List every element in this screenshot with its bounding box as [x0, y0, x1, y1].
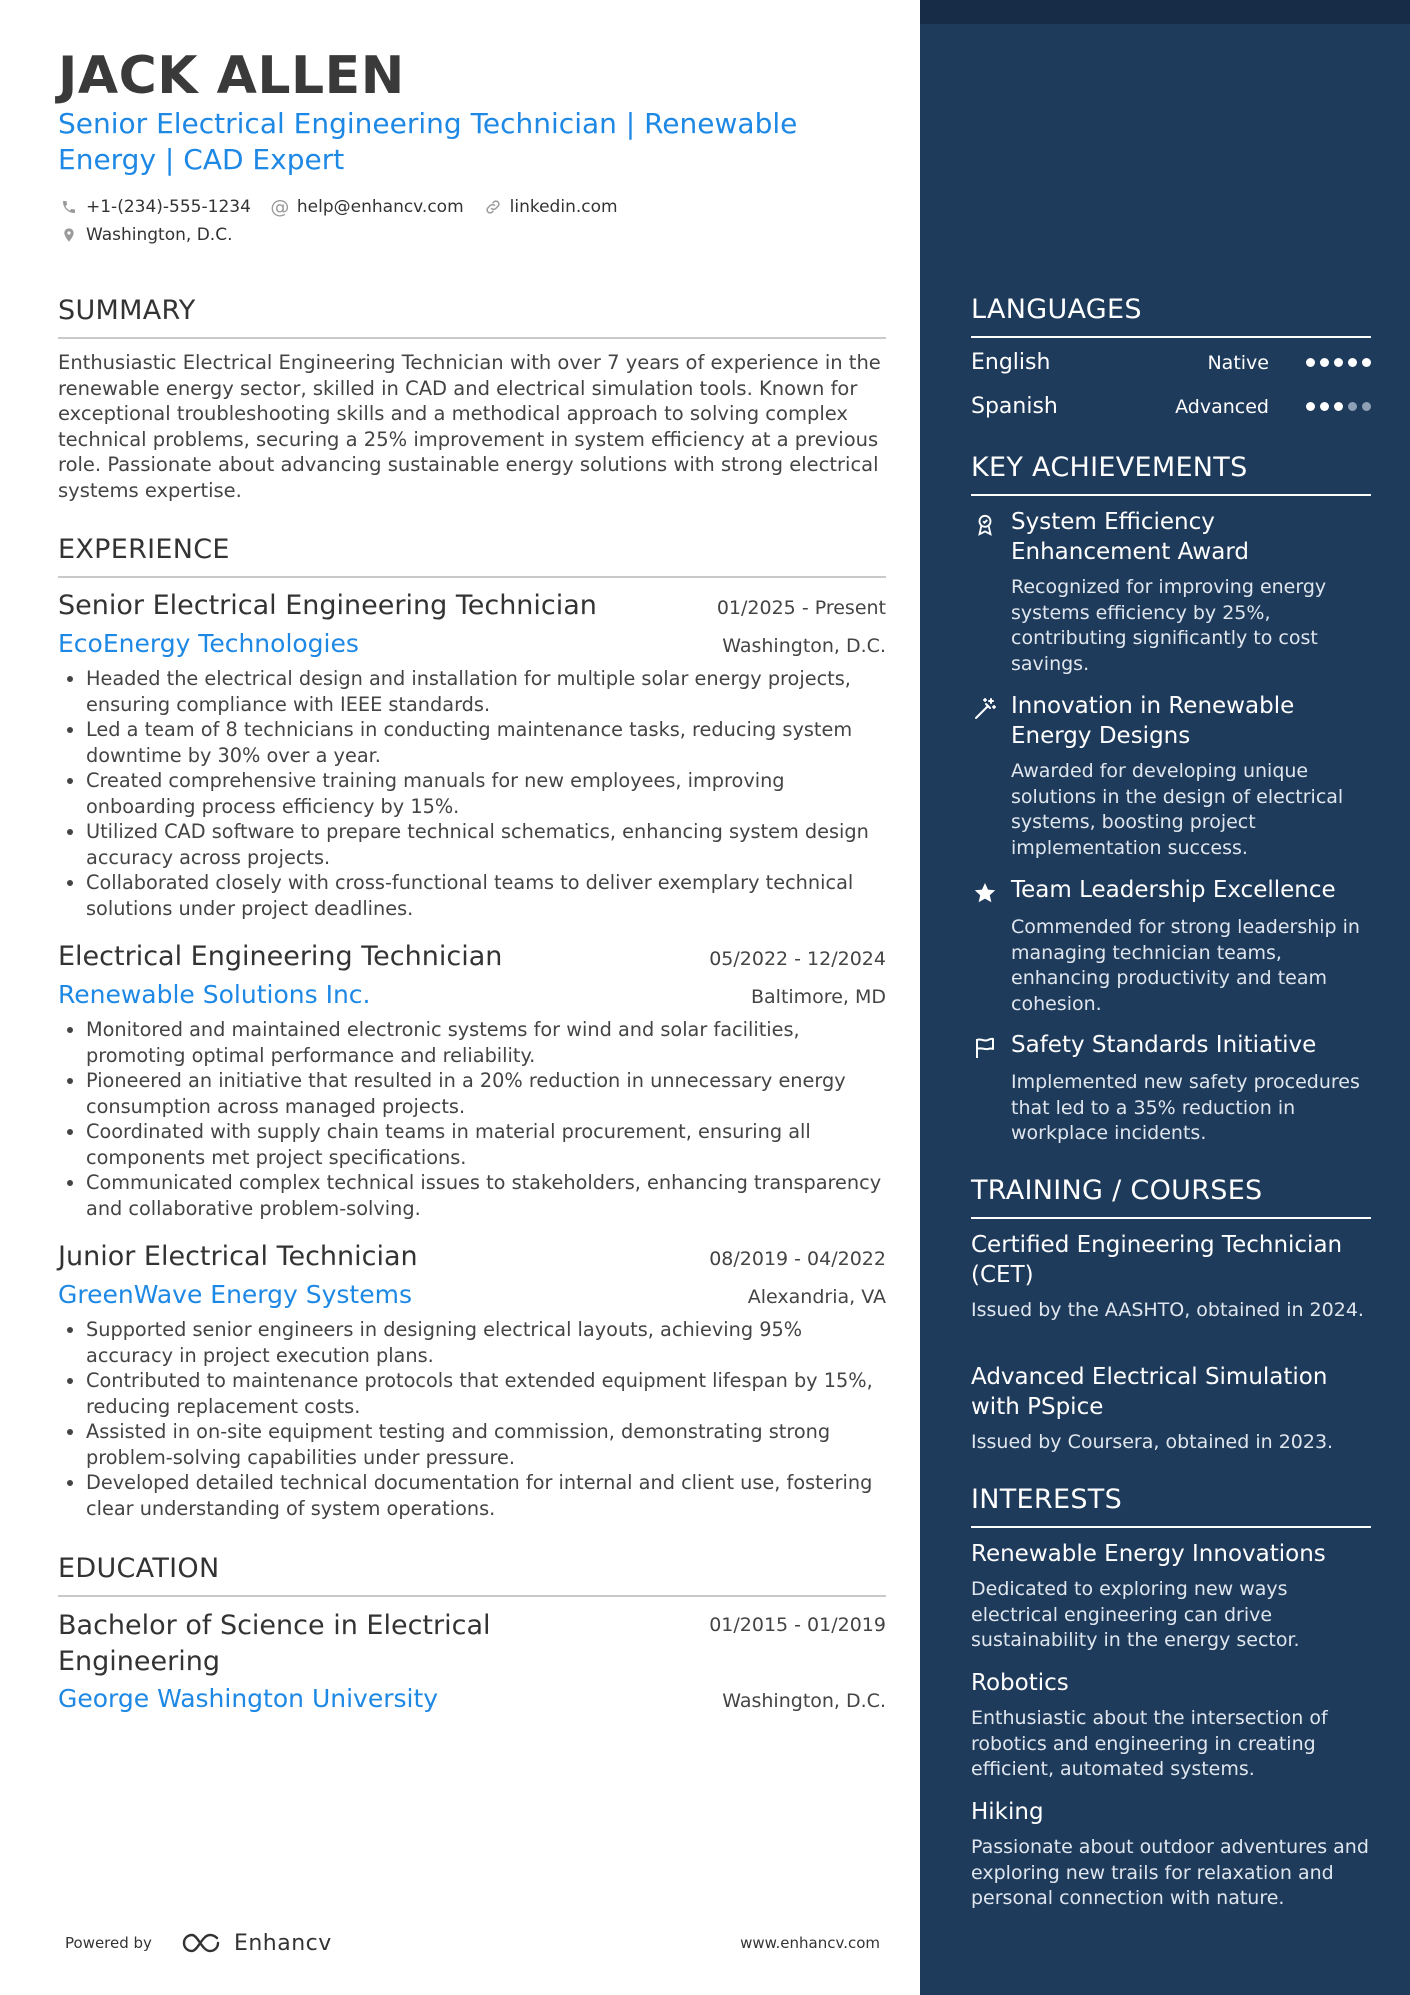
- enhancv-logo[interactable]: [180, 1930, 332, 1956]
- languages-heading: LANGUAGES: [971, 294, 1371, 338]
- education-dates: 01/2015 - 01/2019: [709, 1614, 886, 1636]
- enhancv-brand-text: Enhancv: [233, 1930, 332, 1956]
- contact-location: [58, 224, 232, 246]
- experience-entry: [58, 940, 886, 1221]
- achievement-item: [971, 507, 1371, 677]
- rating-dot: [1320, 358, 1329, 367]
- at-sign-icon: @: [270, 196, 290, 218]
- course-item: [971, 1362, 1371, 1456]
- bullet: • Supported senior engineers in designing electrical layouts, achieving 95% accuracy in project execution plans.: [86, 1317, 886, 1368]
- star-icon: [971, 879, 999, 907]
- magic-wand-icon: [971, 695, 999, 723]
- job-role: Junior Electrical Technician: [58, 1241, 418, 1272]
- candidate-name: JACK ALLEN: [58, 46, 405, 106]
- school[interactable]: George Washington University: [58, 1684, 439, 1713]
- achievement-desc: Awarded for developing unique solutions in the design of electrical systems, boosting project implementation success.: [1011, 760, 1344, 859]
- language-name: English: [971, 350, 1051, 375]
- course-desc: Issued by Coursera, obtained in 2023.: [971, 1431, 1334, 1453]
- sidebar: [920, 0, 1410, 1995]
- linkedin-text: linkedin.com: [509, 197, 618, 217]
- enhancv-logo-icon: [180, 1930, 228, 1956]
- achievements-heading: KEY ACHIEVEMENTS: [971, 452, 1371, 496]
- degree: Bachelor of Science in Electrical Engineering: [58, 1610, 491, 1677]
- achievement-item: [971, 1030, 1371, 1147]
- education-heading: EDUCATION: [58, 1553, 886, 1597]
- bullet: • Pioneered an initiative that resulted in a 20% reduction in unnecessary energy consumption across managed projects.: [86, 1068, 886, 1119]
- rating-dot: [1348, 402, 1357, 411]
- summary-text: Enthusiastic Electrical Engineering Technician with over 7 years of experience in the renewable energy sector, skilled in CAD and electrical simulation tools. Known for exceptional troubleshooting skills and a methodical approach to solving complex technical problems, securing a 25% improvement in system efficiency at a previous role. Passionate about advancing sustainable energy solutions with strong electrical systems expertise.: [58, 351, 881, 502]
- job-bullets: [86, 1317, 886, 1521]
- job-role: Electrical Engineering Technician: [58, 941, 503, 972]
- experience-entry: [58, 1240, 886, 1521]
- job-bullets: [86, 1017, 886, 1221]
- bullet: • Headed the electrical design and installation for multiple solar energy projects, ensuring compliance with IEEE standards.: [86, 666, 886, 717]
- achievement-item: [971, 875, 1371, 1017]
- course-title: Certified Engineering Technician (CET): [971, 1232, 1343, 1288]
- language-item: [971, 350, 1371, 375]
- contact-phone[interactable]: [58, 196, 251, 218]
- achievement-desc: Commended for strong leadership in managing technician teams, enhancing productivity and team cohesion.: [1011, 916, 1360, 1015]
- bullet: • Communicated complex technical issues to stakeholders, enhancing transparency and collaborative problem-solving.: [86, 1170, 886, 1221]
- interest-item: [971, 1797, 1371, 1912]
- job-location: Baltimore, MD: [750, 986, 886, 1008]
- language-item: [971, 394, 1371, 419]
- interests-heading: INTERESTS: [971, 1484, 1371, 1528]
- interest-title: Robotics: [971, 1670, 1069, 1696]
- achievement-desc: Recognized for improving energy systems efficiency by 25%, contributing significantly to cost savings.: [1011, 576, 1327, 675]
- footer-url[interactable]: www.enhancv.com: [740, 1934, 880, 1952]
- achievement-item: [971, 691, 1371, 861]
- location-text: Washington, D.C.: [86, 225, 233, 245]
- education-location: Washington, D.C.: [722, 1690, 886, 1712]
- bullet: • Created comprehensive training manuals for new employees, improving onboarding process efficiency by 15%.: [86, 768, 886, 819]
- bullet: • Coordinated with supply chain teams in material procurement, ensuring all components met project specifications.: [86, 1119, 886, 1170]
- job-role: Senior Electrical Engineering Technician: [58, 590, 597, 621]
- job-dates: 08/2019 - 04/2022: [709, 1248, 886, 1270]
- rating-dot: [1348, 358, 1357, 367]
- language-level: Advanced: [1175, 395, 1269, 418]
- interest-desc: Enthusiastic about the intersection of robotics and engineering in creating efficient, automated systems.: [971, 1707, 1328, 1780]
- contact-linkedin[interactable]: [482, 196, 618, 218]
- achievement-title: Safety Standards Initiative: [1011, 1032, 1317, 1058]
- language-rating: [1301, 358, 1371, 367]
- training-heading: TRAINING / COURSES: [971, 1175, 1371, 1219]
- headline: Senior Electrical Engineering Technician | Renewable Energy | CAD Expert: [58, 107, 798, 176]
- map-pin-icon: [58, 224, 80, 246]
- course-desc: Issued by the AASHTO, obtained in 2024.: [971, 1299, 1364, 1321]
- rating-dot: [1320, 402, 1329, 411]
- contact-info: [58, 193, 878, 249]
- job-bullets: [86, 666, 886, 921]
- rating-dot: [1334, 402, 1343, 411]
- language-rating: [1301, 402, 1371, 411]
- job-company[interactable]: EcoEnergy Technologies: [58, 629, 359, 658]
- experience-heading: EXPERIENCE: [58, 534, 886, 578]
- language-name: Spanish: [971, 394, 1058, 419]
- award-icon: [971, 511, 999, 539]
- interest-item: [971, 1668, 1371, 1783]
- job-company[interactable]: GreenWave Energy Systems: [58, 1280, 412, 1309]
- powered-by-label: Powered by: [65, 1934, 152, 1952]
- bullet: • Utilized CAD software to prepare technical schematics, enhancing system design accuracy across projects.: [86, 819, 886, 870]
- flag-icon: [971, 1034, 999, 1062]
- bullet: • Collaborated closely with cross-functional teams to deliver exemplary technical solutions under project deadlines.: [86, 870, 886, 921]
- achievement-title: Innovation in Renewable Energy Designs: [1011, 693, 1295, 749]
- rating-dot: [1362, 358, 1371, 367]
- interest-desc: Passionate about outdoor adventures and exploring new trails for relaxation and personal connection with nature.: [971, 1836, 1369, 1909]
- rating-dot: [1306, 358, 1315, 367]
- course-item: [971, 1230, 1371, 1324]
- contact-email[interactable]: [269, 196, 464, 218]
- experience-entry: [58, 589, 886, 921]
- interest-item: [971, 1539, 1371, 1654]
- achievement-title: Team Leadership Excellence: [1011, 877, 1336, 903]
- interest-desc: Dedicated to exploring new ways electrical engineering can drive sustainability in the energy sector.: [971, 1578, 1300, 1651]
- footer: [65, 1930, 880, 1956]
- interest-title: Renewable Energy Innovations: [971, 1541, 1326, 1567]
- job-dates: 01/2025 - Present: [716, 597, 886, 619]
- bullet: • Monitored and maintained electronic systems for wind and solar facilities, promoting optimal performance and reliability.: [86, 1017, 886, 1068]
- education-entry: [58, 1608, 886, 1713]
- bullet: • Led a team of 8 technicians in conducting maintenance tasks, reducing system downtime by 30% over a year.: [86, 717, 886, 768]
- achievement-desc: Implemented new safety procedures that led to a 35% reduction in workplace incidents.: [1011, 1071, 1360, 1144]
- sidebar-top-bar: [920, 0, 1410, 24]
- job-location: Alexandria, VA: [747, 1286, 886, 1308]
- phone-text: +1-(234)-555-1234: [86, 197, 251, 217]
- phone-icon: [58, 196, 80, 218]
- interest-title: Hiking: [971, 1799, 1044, 1825]
- rating-dot: [1306, 402, 1315, 411]
- rating-dot: [1362, 402, 1371, 411]
- bullet: • Developed detailed technical documentation for internal and client use, fostering clear understanding of system operations.: [86, 1470, 886, 1521]
- achievement-title: System Efficiency Enhancement Award: [1011, 509, 1249, 565]
- job-location: Washington, D.C.: [722, 635, 886, 657]
- bullet: • Assisted in on-site equipment testing and commission, demonstrating strong problem-solving capabilities under pressure.: [86, 1419, 886, 1470]
- link-icon: [482, 196, 504, 218]
- language-level: Native: [1207, 351, 1269, 374]
- bullet: • Contributed to maintenance protocols that extended equipment lifespan by 15%, reducing replacement costs.: [86, 1368, 886, 1419]
- summary-heading: SUMMARY: [58, 295, 886, 339]
- rating-dot: [1334, 358, 1343, 367]
- job-dates: 05/2022 - 12/2024: [709, 948, 886, 970]
- email-text: help@enhancv.com: [296, 197, 464, 217]
- job-company[interactable]: Renewable Solutions Inc.: [58, 980, 371, 1009]
- course-title: Advanced Electrical Simulation with PSpice: [971, 1364, 1328, 1420]
